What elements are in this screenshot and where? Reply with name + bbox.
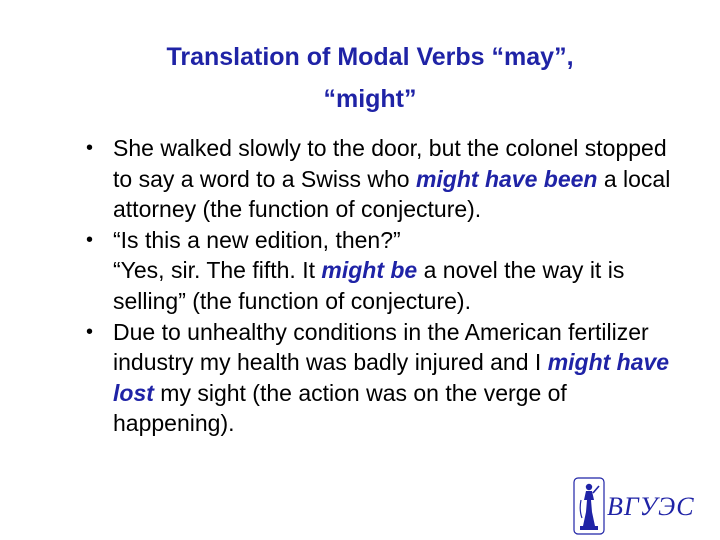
logo-text: ВГУЭС [607, 492, 695, 521]
bullet-text: a local attorney (the function of conjecture). [113, 165, 671, 223]
university-logo [573, 476, 708, 538]
bullet-text: “Is this a new edition, then?” [113, 226, 401, 253]
bullet-item-1 [86, 133, 686, 225]
modal-verb-emphasis: might be [321, 257, 418, 284]
statue-emblem-icon [573, 476, 605, 536]
bullet-text: a novel the way it is selling” (the function of conjecture). [113, 257, 625, 314]
bullet-text: Due to unhealthy conditions in the American fertilizer industry my health was badly injured and I [113, 318, 649, 376]
slide-title [60, 36, 680, 120]
bullet-text: my sight (the action was on the verge of happening). [113, 379, 567, 437]
bullet-item-3 [86, 317, 686, 439]
bullet-dot-icon: • [86, 137, 94, 159]
bullet-dot-icon: • [86, 228, 94, 251]
slide-title-line-2: “might” [323, 85, 417, 113]
bullet-dot-icon: • [86, 320, 94, 343]
modal-verb-emphasis: might have lost [113, 349, 670, 406]
bullet-item-2 [86, 225, 686, 317]
bullet-text: She walked slowly to the door, but the colonel stopped to say a word to a Swiss who [113, 135, 667, 192]
slide-title-line-1: Translation of Modal Verbs “may”, [166, 43, 574, 71]
modal-verb-emphasis: might have been [415, 165, 598, 192]
bullet-list [86, 133, 686, 439]
bullet-text: “Yes, sir. The fifth. It [113, 257, 322, 284]
